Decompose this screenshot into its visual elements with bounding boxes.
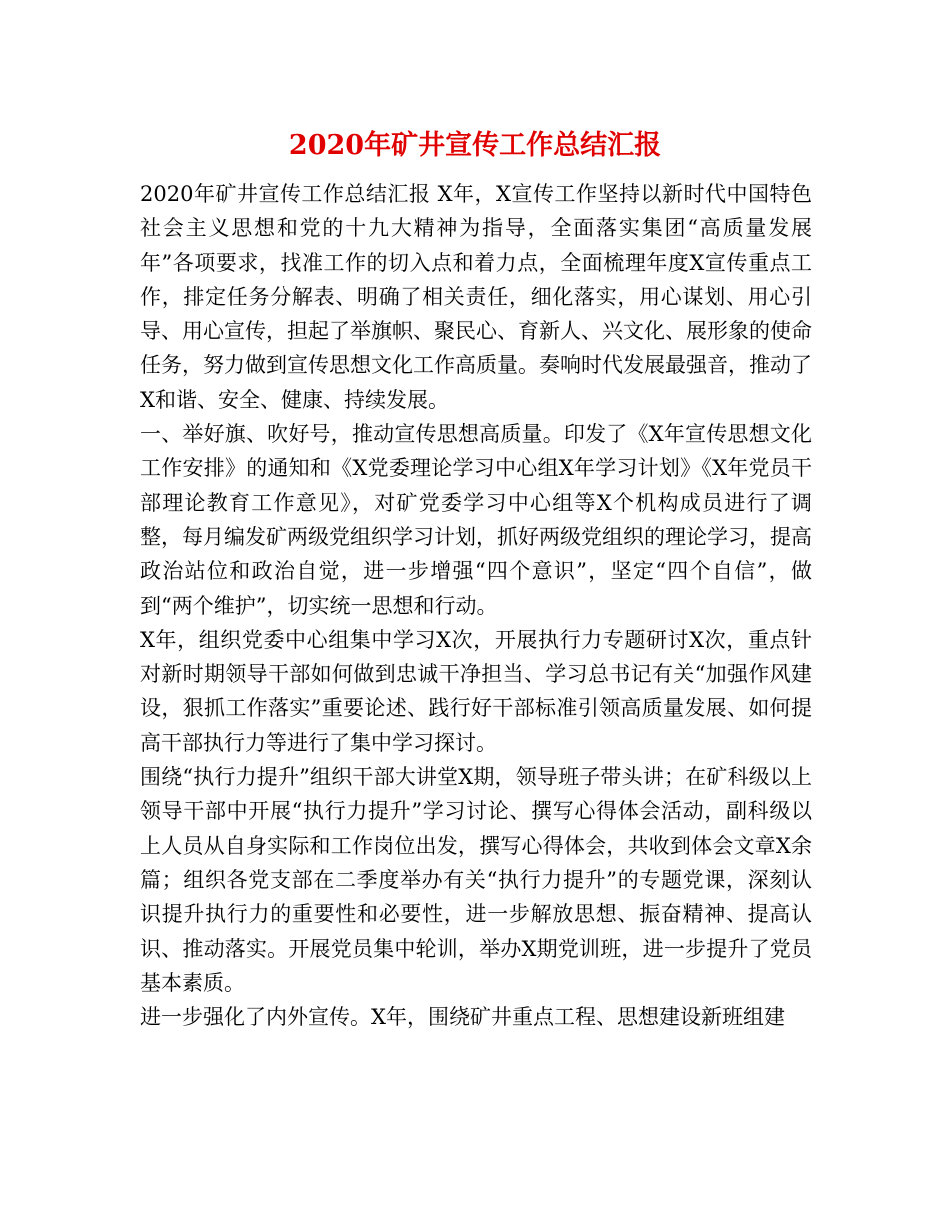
paragraph-publicity: 进一步强化了内外宣传。X年，围绕矿井重点工程、思想建设新班组建 [140,1005,785,1030]
document-body [140,177,812,1034]
paragraph-section-one: 一、举好旗、吹好号，推动宣传思想高质量。印发了《X年宣传思想文化工作安排》的通知和《X党委理论学习中心组X年学习计划》《X年党员干部理论教育工作意见》，对矿党委学习中心组等X个机构成员进行了调整，每月编发矿两级党组织学习计划，抓好两级党组织的理论学习，提高政治站位和政治自觉，进一步增强“四个意识”，坚定“四个自信”，做到“两个维护”，切实统一思想和行动。 [140,422,812,618]
paragraph-execution-lectures: 围绕“执行力提升”组织干部大讲堂X期，领导班子带头讲；在矿科级以上领导干部中开展“执行力提升”学习讨论、撰写心得体会活动，副科级以上人员从自身实际和工作岗位出发，撰写心得体会，共收到体会文章X余篇；组织各党支部在二季度举办有关“执行力提升”的专题党课，深刻认识提升执行力的重要性和必要性，进一步解放思想、振奋精神、提高认识、推动落实。开展党员集中轮训，举办X期党训班，进一步提升了党员基本素质。 [140,765,812,995]
paragraph-intro: 2020年矿井宣传工作总结汇报 X年，X宣传工作坚持以新时代中国特色社会主义思想和党的十九大精神为指导，全面落实集团“高质量发展年”各项要求，找准工作的切入点和着力点，全面梳理年度X宣传重点工作，排定任务分解表、明确了相关责任，细化落实，用心谋划、用心引导、用心宣传，担起了举旗帜、聚民心、育新人、兴文化、展形象的使命任务，努力做到宣传思想文化工作高质量。奏响时代发展最强音，推动了X和谐、安全、健康、持续发展。 [140,182,812,412]
document-title: 2020年矿井宣传工作总结汇报 [288,130,662,161]
paragraph-study-sessions: X年，组织党委中心组集中学习X次，开展执行力专题研讨X次，重点针对新时期领导干部如何做到忠诚干净担当、学习总书记有关“加强作风建设，狠抓工作落实”重要论述、践行好干部标准引领高质量发展、如何提高干部执行力等进行了集中学习探讨。 [140,627,812,755]
